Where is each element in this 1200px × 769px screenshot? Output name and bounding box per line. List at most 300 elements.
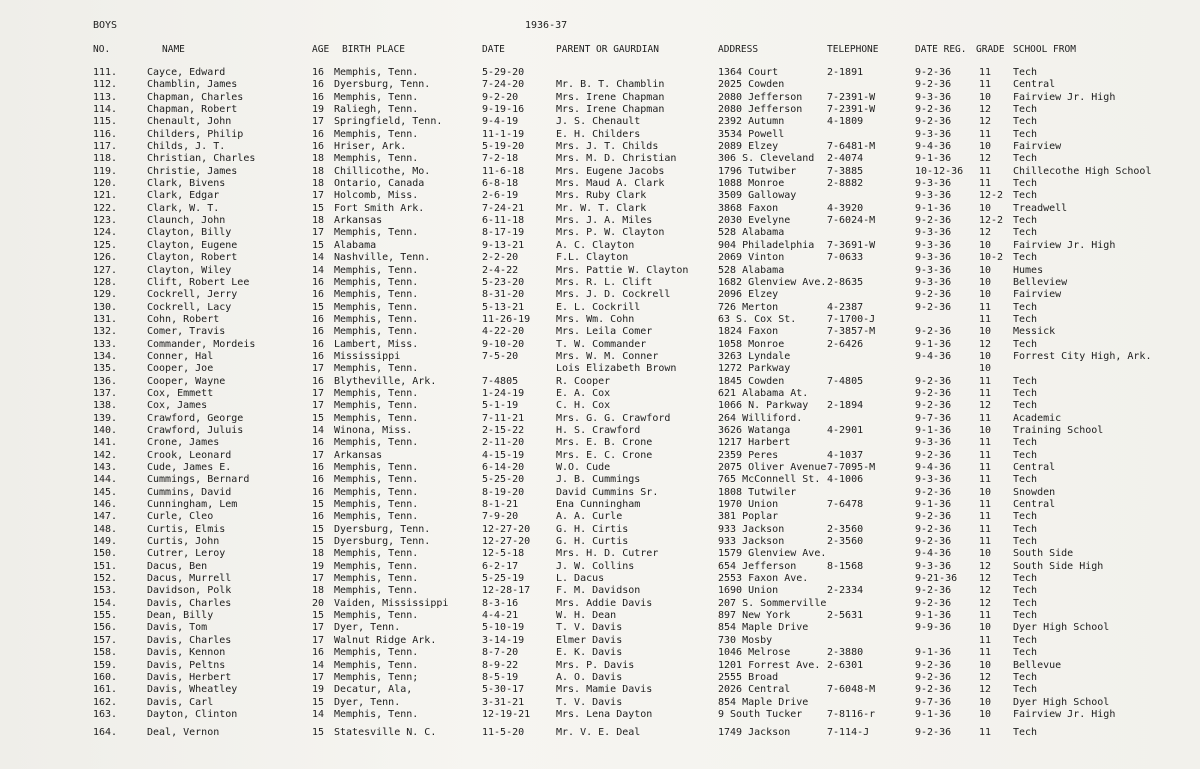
- table-row: [0, 524, 1200, 536]
- parent-guardian: Mrs. J. T. Childs: [556, 141, 659, 153]
- table-row: [0, 129, 1200, 141]
- birth-date: 7-5-20: [482, 350, 519, 362]
- parent-guardian: J. S. Chenault: [556, 116, 641, 128]
- student-name: Cooper, Joe: [147, 363, 214, 375]
- parent-guardian: R. Cooper: [556, 375, 611, 387]
- grade: 10: [979, 264, 992, 276]
- birth-place: Memphis, Tenn.: [334, 610, 419, 622]
- address: 3509 Galloway: [718, 190, 797, 202]
- address: 1364 Court: [718, 67, 779, 78]
- birth-place: Blytheville, Ark.: [334, 375, 437, 387]
- row-number: 149.: [93, 536, 118, 548]
- school-from: Chillecothe High School: [1013, 165, 1152, 177]
- birth-date: 5-29-20: [482, 67, 525, 78]
- student-name: Chapman, Robert: [147, 104, 238, 116]
- table-row: [0, 413, 1200, 425]
- telephone: 8-1568: [827, 560, 864, 572]
- date-registered: 9-2-36: [915, 727, 952, 739]
- telephone: 7-6024-M: [827, 215, 876, 227]
- grade: 10: [979, 141, 992, 153]
- student-name: Clark, W. T.: [147, 202, 220, 214]
- parent-guardian: A. A. Curle: [556, 511, 623, 523]
- birth-date: 6-11-18: [482, 215, 525, 227]
- birth-place: Ontario, Canada: [334, 178, 425, 190]
- register-table: [0, 67, 1200, 749]
- date-registered: 9-7-36: [915, 696, 952, 708]
- school-from: Tech: [1013, 215, 1038, 227]
- birth-place: Memphis, Tenn.: [334, 301, 419, 313]
- student-name: Cox, James: [147, 400, 208, 412]
- student-name: Clayton, Wiley: [147, 264, 232, 276]
- school-from: Tech: [1013, 190, 1038, 202]
- birth-place: Lambert, Miss.: [334, 338, 419, 350]
- age: 17: [312, 573, 325, 585]
- row-number: 136.: [93, 375, 118, 387]
- student-name: Childers, Philip: [147, 128, 244, 140]
- address: 933 Jackson: [718, 523, 785, 535]
- parent-guardian: Elmer Davis: [556, 634, 623, 646]
- table-row: [0, 363, 1200, 375]
- school-from: Tech: [1013, 313, 1038, 325]
- row-number: 146.: [93, 499, 118, 511]
- row-number: 161.: [93, 684, 118, 696]
- age: 15: [312, 523, 325, 535]
- row-number: 113.: [93, 91, 118, 103]
- telephone: 7-2391-W: [827, 91, 876, 103]
- table-row: [0, 511, 1200, 523]
- school-from: Academic: [1013, 412, 1062, 424]
- grade: 12: [979, 153, 992, 165]
- age: 17: [312, 116, 325, 128]
- birth-date: 11-1-19: [482, 128, 525, 140]
- birth-place: Springfield, Tenn.: [334, 116, 443, 128]
- address: 1690 Union: [718, 585, 779, 597]
- row-number: 128.: [93, 276, 118, 288]
- age: 15: [312, 301, 325, 313]
- date-registered: 9-1-36: [915, 610, 952, 622]
- row-number: 140.: [93, 424, 118, 436]
- birth-place: Memphis, Tenn.: [334, 128, 419, 140]
- birth-place: Holcomb, Miss.: [334, 190, 419, 202]
- grade: 10: [979, 276, 992, 288]
- birth-place: Memphis, Tenn.: [334, 387, 419, 399]
- parent-guardian: Mr. V. E. Deal: [556, 727, 641, 739]
- student-name: Davis, Charles: [147, 597, 232, 609]
- school-from: Fairview Jr. High: [1013, 239, 1116, 251]
- address: 1749 Jackson: [718, 727, 791, 739]
- date-registered: 10-12-36: [915, 165, 964, 177]
- parent-guardian: Mrs. G. G. Crawford: [556, 412, 671, 424]
- date-registered: 9-1-36: [915, 153, 952, 165]
- grade: 11: [979, 67, 992, 78]
- birth-date: 3-31-21: [482, 696, 525, 708]
- parent-guardian: J. B. Cummings: [556, 474, 641, 486]
- birth-place: Memphis, Tenn.: [334, 313, 419, 325]
- address: 9 South Tucker: [718, 708, 803, 720]
- age: 19: [312, 560, 325, 572]
- age: 16: [312, 91, 325, 103]
- address: 2069 Vinton: [718, 252, 785, 264]
- date-registered: 9-9-36: [915, 622, 952, 634]
- student-name: Clark, Bivens: [147, 178, 226, 190]
- birth-place: Decatur, Ala,: [334, 684, 413, 696]
- date-registered: 9-1-36: [915, 499, 952, 511]
- student-name: Cockrell, Jerry: [147, 289, 238, 301]
- age: 16: [312, 313, 325, 325]
- address: 1845 Cowden: [718, 375, 785, 387]
- birth-place: Memphis, Tenn.: [334, 227, 419, 239]
- student-name: Davis, Kennon: [147, 647, 226, 659]
- birth-date: 7-4805: [482, 375, 519, 387]
- parent-guardian: W. H. Dean: [556, 610, 617, 622]
- parent-guardian: F. M. Davidson: [556, 585, 641, 597]
- grade: 11: [979, 634, 992, 646]
- age: 16: [312, 350, 325, 362]
- table-row: [0, 178, 1200, 190]
- parent-guardian: Mrs. Lena Dayton: [556, 708, 653, 720]
- student-name: Deal, Vernon: [147, 727, 220, 739]
- row-number: 114.: [93, 104, 118, 116]
- table-row: [0, 116, 1200, 128]
- parent-guardian: Mrs. Maud A. Clark: [556, 178, 665, 190]
- table-row: [0, 289, 1200, 301]
- grade: 10: [979, 239, 992, 251]
- birth-date: 5-19-20: [482, 141, 525, 153]
- grade: 12: [979, 560, 992, 572]
- student-name: Clayton, Robert: [147, 252, 238, 264]
- date-registered: 9-2-36: [915, 449, 952, 461]
- parent-guardian: L. Dacus: [556, 573, 605, 585]
- age: 18: [312, 153, 325, 165]
- grade: 10: [979, 548, 992, 560]
- telephone: 2-1894: [827, 400, 864, 412]
- school-from: Tech: [1013, 400, 1038, 412]
- school-from: Tech: [1013, 227, 1038, 239]
- address: 2096 Elzey: [718, 289, 779, 301]
- birth-date: 12-19-21: [482, 708, 531, 720]
- row-number: 130.: [93, 301, 118, 313]
- table-row: [0, 684, 1200, 696]
- birth-date: 5-25-20: [482, 474, 525, 486]
- age: 16: [312, 462, 325, 473]
- table-row: [0, 573, 1200, 585]
- address: 1066 N. Parkway: [718, 400, 809, 412]
- date-registered: 9-3-36: [915, 264, 952, 276]
- table-row: [0, 67, 1200, 79]
- address: 63 S. Cox St.: [718, 313, 797, 325]
- birth-date: 9-10-20: [482, 338, 525, 350]
- school-from: Tech: [1013, 116, 1038, 128]
- birth-date: 8-1-21: [482, 499, 519, 511]
- grade: 11: [979, 375, 992, 387]
- table-row: [0, 326, 1200, 338]
- date-registered: 9-2-36: [915, 486, 952, 498]
- birth-place: Memphis, Tenn.: [334, 659, 419, 671]
- telephone: 7-8116-r: [827, 708, 876, 720]
- school-from: Tech: [1013, 671, 1038, 683]
- grade: 11: [979, 523, 992, 535]
- grade: 11: [979, 79, 992, 91]
- birth-place: Arkansas: [334, 449, 383, 461]
- date-registered: 9-2-36: [915, 536, 952, 548]
- date-registered: 9-2-36: [915, 215, 952, 227]
- telephone: 7-6048-M: [827, 684, 876, 696]
- birth-date: 7-9-20: [482, 511, 519, 523]
- age: 20: [312, 597, 325, 609]
- address: 1579 Glenview Ave.: [718, 548, 827, 560]
- date-registered: 9-4-36: [915, 141, 952, 153]
- address: 1796 Tutwiber: [718, 165, 797, 177]
- birth-place: Memphis, Tenn.: [334, 647, 419, 659]
- birth-place: Memphis, Tenn.: [334, 91, 419, 103]
- birth-place: Memphis, Tenn.: [334, 548, 419, 560]
- school-from: Treadwell: [1013, 202, 1068, 214]
- age: 16: [312, 486, 325, 498]
- school-from: Tech: [1013, 585, 1038, 597]
- address: 3626 Watanga: [718, 424, 791, 436]
- birth-date: 12-27-20: [482, 536, 531, 548]
- col-telephone: TELEPHONE: [827, 44, 879, 55]
- age: 16: [312, 79, 325, 91]
- address: 933 Jackson: [718, 536, 785, 548]
- table-row: [0, 104, 1200, 116]
- address: 2075 Oliver Avenue: [718, 462, 827, 473]
- school-from: Central: [1013, 79, 1056, 91]
- grade: 12-2: [979, 190, 1004, 202]
- parent-guardian: Ena Cunningham: [556, 499, 641, 511]
- grade: 12: [979, 116, 992, 128]
- telephone: 2-2334: [827, 585, 864, 597]
- date-registered: 9-2-36: [915, 67, 952, 78]
- student-name: Dean, Billy: [147, 610, 214, 622]
- student-name: Cummings, Bernard: [147, 474, 250, 486]
- age: 17: [312, 634, 325, 646]
- birth-place: Walnut Ridge Ark.: [334, 634, 437, 646]
- student-name: Davis, Charles: [147, 634, 232, 646]
- birth-date: 2-11-20: [482, 437, 525, 449]
- address: 528 Alabama: [718, 227, 785, 239]
- grade: 11: [979, 178, 992, 190]
- address: 2025 Cowden: [718, 79, 785, 91]
- school-from: Dyer High School: [1013, 696, 1110, 708]
- grade: 10: [979, 289, 992, 301]
- col-address: ADDRESS: [718, 44, 759, 55]
- date-registered: 9-2-36: [915, 400, 952, 412]
- student-name: Claunch, John: [147, 215, 226, 227]
- school-from: Tech: [1013, 375, 1038, 387]
- row-number: 158.: [93, 647, 118, 659]
- row-number: 141.: [93, 437, 118, 449]
- row-number: 127.: [93, 264, 118, 276]
- birth-date: 1-24-19: [482, 387, 525, 399]
- birth-date: 8-9-22: [482, 659, 519, 671]
- parent-guardian: J. W. Collins: [556, 560, 635, 572]
- student-name: Crone, James: [147, 437, 220, 449]
- row-number: 133.: [93, 338, 118, 350]
- table-row: [0, 252, 1200, 264]
- row-number: 148.: [93, 523, 118, 535]
- grade: 11: [979, 536, 992, 548]
- student-name: Davidson, Polk: [147, 585, 232, 597]
- age: 18: [312, 178, 325, 190]
- telephone: 4-2387: [827, 301, 864, 313]
- date-registered: 9-2-36: [915, 375, 952, 387]
- school-from: Tech: [1013, 474, 1038, 486]
- row-number: 122.: [93, 202, 118, 214]
- school-from: Dyer High School: [1013, 622, 1110, 634]
- col-school: SCHOOL FROM: [1013, 44, 1076, 55]
- row-number: 116.: [93, 128, 118, 140]
- parent-guardian: Mrs. Irene Chapman: [556, 91, 665, 103]
- parent-guardian: Mrs. Wm. Cohn: [556, 313, 635, 325]
- row-number: 159.: [93, 659, 118, 671]
- telephone: 2-3560: [827, 523, 864, 535]
- grade: 10: [979, 708, 992, 720]
- address: 1217 Harbert: [718, 437, 791, 449]
- age: 16: [312, 375, 325, 387]
- school-from: Fairview: [1013, 141, 1062, 153]
- birth-place: Statesville N. C.: [334, 727, 437, 739]
- table-row: [0, 474, 1200, 486]
- table-row: [0, 314, 1200, 326]
- col-date: DATE: [482, 44, 505, 55]
- birth-place: Memphis, Tenn.: [334, 153, 419, 165]
- school-from: Central: [1013, 462, 1056, 473]
- table-row: [0, 610, 1200, 622]
- date-registered: 9-2-36: [915, 116, 952, 128]
- birth-place: Hriser, Ark.: [334, 141, 407, 153]
- parent-guardian: E. K. Davis: [556, 647, 623, 659]
- table-row: [0, 203, 1200, 215]
- age: 18: [312, 548, 325, 560]
- address: 1272 Parkway: [718, 363, 791, 375]
- birth-date: 5-25-19: [482, 573, 525, 585]
- age: 16: [312, 326, 325, 338]
- address: 2553 Faxon Ave.: [718, 573, 809, 585]
- school-from: Tech: [1013, 597, 1038, 609]
- age: 18: [312, 165, 325, 177]
- parent-guardian: Mrs. Pattie W. Clayton: [556, 264, 689, 276]
- parent-guardian: Mrs. M. D. Christian: [556, 153, 677, 165]
- grade: 10: [979, 486, 992, 498]
- address: 1201 Forrest Ave.: [718, 659, 821, 671]
- grade: 10: [979, 622, 992, 634]
- telephone: 7-1700-J: [827, 313, 876, 325]
- grade: 11: [979, 128, 992, 140]
- table-row: [0, 561, 1200, 573]
- grade: 10: [979, 91, 992, 103]
- birth-place: Dyer, Tenn.: [334, 696, 401, 708]
- age: 15: [312, 499, 325, 511]
- birth-place: Alabama: [334, 239, 377, 251]
- age: 17: [312, 671, 325, 683]
- school-from: South Side High: [1013, 560, 1104, 572]
- address: 854 Maple Drive: [718, 622, 809, 634]
- student-name: Dayton, Clinton: [147, 708, 238, 720]
- birth-date: 9-4-19: [482, 116, 519, 128]
- school-from: Fairview: [1013, 289, 1062, 301]
- date-registered: 9-3-36: [915, 128, 952, 140]
- birth-date: 11-6-18: [482, 165, 525, 177]
- school-from: Tech: [1013, 536, 1038, 548]
- parent-guardian: H. S. Crawford: [556, 424, 641, 436]
- birth-date: 4-4-21: [482, 610, 519, 622]
- table-row: [0, 388, 1200, 400]
- address: 904 Philadelphia: [718, 239, 815, 251]
- birth-date: 5-23-20: [482, 276, 525, 288]
- age: 17: [312, 363, 325, 375]
- parent-guardian: G. H. Curtis: [556, 536, 629, 548]
- col-birth-place: BIRTH PLACE: [342, 44, 405, 55]
- grade: 10: [979, 326, 992, 338]
- age: 14: [312, 264, 325, 276]
- table-row: [0, 425, 1200, 437]
- date-registered: 9-1-36: [915, 338, 952, 350]
- row-number: 150.: [93, 548, 118, 560]
- age: 15: [312, 536, 325, 548]
- address: 2359 Peres: [718, 449, 779, 461]
- birth-date: 7-24-20: [482, 79, 525, 91]
- date-registered: 9-1-36: [915, 647, 952, 659]
- birth-place: Memphis, Tenn.: [334, 474, 419, 486]
- grade: 12: [979, 585, 992, 597]
- grade: 12: [979, 227, 992, 239]
- date-registered: 9-3-36: [915, 276, 952, 288]
- birth-date: 5-13-21: [482, 301, 525, 313]
- address: 897 New York: [718, 610, 791, 622]
- birth-date: 7-24-21: [482, 202, 525, 214]
- date-registered: 9-3-36: [915, 190, 952, 202]
- telephone: 7-3857-M: [827, 326, 876, 338]
- student-name: Cockrell, Lacy: [147, 301, 232, 313]
- grade: 11: [979, 313, 992, 325]
- birth-date: 7-11-21: [482, 412, 525, 424]
- row-number: 121.: [93, 190, 118, 202]
- student-name: Clark, Edgar: [147, 190, 220, 202]
- birth-date: 6-14-20: [482, 462, 525, 473]
- parent-guardian: T. V. Davis: [556, 696, 623, 708]
- school-from: Training School: [1013, 424, 1104, 436]
- grade: 11: [979, 412, 992, 424]
- birth-place: Memphis, Tenn.: [334, 412, 419, 424]
- date-registered: 9-4-36: [915, 462, 952, 473]
- address: 381 Poplar: [718, 511, 779, 523]
- date-registered: 9-2-36: [915, 387, 952, 399]
- col-parent: PARENT OR GAURDIAN: [556, 44, 659, 55]
- birth-place: Nashville, Tenn.: [334, 252, 431, 264]
- parent-guardian: Mr. W. T. Clark: [556, 202, 647, 214]
- grade: 11: [979, 499, 992, 511]
- student-name: Christian, Charles: [147, 153, 256, 165]
- telephone: 7-114-J: [827, 727, 870, 739]
- birth-place: Mississippi: [334, 350, 401, 362]
- school-from: Tech: [1013, 573, 1038, 585]
- col-name: NAME: [162, 44, 185, 55]
- school-from: Belleview: [1013, 276, 1068, 288]
- telephone: 7-4805: [827, 375, 864, 387]
- row-number: 162.: [93, 696, 118, 708]
- parent-guardian: T. V. Davis: [556, 622, 623, 634]
- date-registered: 9-2-36: [915, 326, 952, 338]
- parent-guardian: Mrs. W. M. Conner: [556, 350, 659, 362]
- row-number: 160.: [93, 671, 118, 683]
- row-number: 163.: [93, 708, 118, 720]
- row-number: 143.: [93, 462, 118, 473]
- school-from: Messick: [1013, 326, 1056, 338]
- date-registered: 9-2-36: [915, 684, 952, 696]
- telephone: 7-3885: [827, 165, 864, 177]
- telephone: 2-3560: [827, 536, 864, 548]
